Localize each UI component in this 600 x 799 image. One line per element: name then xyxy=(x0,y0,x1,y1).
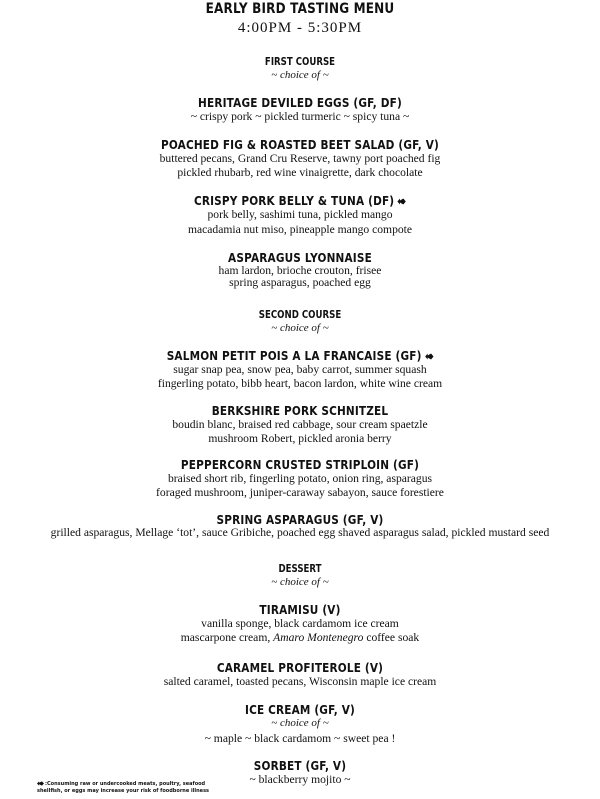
menu-item-description: boudin blanc, braised red cabbage, sour cream spaetzle xyxy=(172,418,428,431)
menu-item-name: HERITAGE DEVILED EGGS (GF, DF) xyxy=(198,95,402,110)
menu-item-name: SPRING ASPARAGUS (GF, V) xyxy=(216,512,384,527)
description-text: mascarpone cream, xyxy=(180,631,274,644)
menu-item-name: ASPARAGUS LYONNAISE xyxy=(228,250,372,265)
second-course-choice: ~ choice of ~ xyxy=(271,322,329,334)
dessert-choice: ~ choice of ~ xyxy=(271,576,329,588)
menu-item-name: CARAMEL PROFITEROLE (V) xyxy=(216,660,384,675)
advisory-text: :Consuming raw or undercooked meats, poultry, seafood xyxy=(45,781,206,787)
advisory-line: shellfish, or eggs may increase your risk of foodborne illness xyxy=(37,788,210,794)
menu-hours: 4:00PM - 5:30PM xyxy=(237,20,363,36)
menu-item-description: foraged mushroom, juniper-caraway sabayon, sauce forestiere xyxy=(156,486,444,499)
menu-item-name: ICE CREAM (GF, V) xyxy=(245,702,355,717)
menu-item-description: mushroom Robert, pickled aronia berry xyxy=(208,432,392,445)
menu-item-description: ~ blackberry mojito ~ xyxy=(249,773,351,786)
advisory-line xyxy=(37,781,237,788)
menu-item-name: POACHED FIG & ROASTED BEET SALAD (GF, V) xyxy=(160,137,440,152)
menu-item-name: PEPPERCORN CRUSTED STRIPLOIN (GF) xyxy=(180,457,420,472)
menu-item-description: sugar snap pea, snow pea, baby carrot, summer squash xyxy=(173,363,427,376)
liqueur-name: Amaro Montenegro xyxy=(273,631,364,644)
menu-item-description: braised short rib, fingerling potato, onion ring, asparagus xyxy=(167,472,433,485)
second-course-title: SECOND COURSE xyxy=(258,309,342,321)
menu-item-description: salted caramel, toasted pecans, Wisconsin maple ice cream xyxy=(163,675,437,688)
first-course-title: FIRST COURSE xyxy=(264,56,336,68)
menu-item-description: pork belly, sashimi tuna, pickled mango xyxy=(207,208,393,221)
raw-food-advisory xyxy=(37,781,237,795)
menu-item-description: macadamia nut miso, pineapple mango compote xyxy=(187,223,413,236)
fish-icon xyxy=(398,198,406,205)
menu-item-description: pickled rhubarb, red wine vinaigrette, dark chocolate xyxy=(177,166,423,179)
menu-item-description: fingerling potato, bibb heart, bacon lardon, white wine cream xyxy=(157,377,443,390)
menu-item-name: SORBET (GF, V) xyxy=(253,758,347,773)
menu-item-description: vanilla sponge, black cardamom ice cream xyxy=(201,617,399,630)
menu-item-description: grilled asparagus, Mellage ‘tot’, sauce Gribiche, poached egg shaved asparagus salad, pickled mustard seed xyxy=(50,526,550,539)
menu-item-name-text: CRISPY PORK BELLY & TUNA (DF) xyxy=(193,193,395,208)
menu-item-description: ham lardon, brioche crouton, frisee xyxy=(218,264,382,277)
menu-title: EARLY BIRD TASTING MENU xyxy=(205,1,395,17)
menu-item-name: BERKSHIRE PORK SCHNITZEL xyxy=(211,403,389,418)
menu-item-description: buttered pecans, Grand Cru Reserve, tawny port poached fig xyxy=(159,152,441,165)
menu-item-description xyxy=(0,631,600,644)
menu-item-description: ~ crispy pork ~ pickled turmeric ~ spicy tuna ~ xyxy=(190,110,410,123)
dessert-title: DESSERT xyxy=(278,563,322,575)
description-text: coffee soak xyxy=(363,631,420,644)
menu-item-name xyxy=(48,348,552,363)
menu-item-description: spring asparagus, poached egg xyxy=(229,276,371,289)
ice-cream-choice: ~ choice of ~ xyxy=(271,717,329,729)
fish-icon xyxy=(425,353,433,360)
first-course-choice: ~ choice of ~ xyxy=(271,69,329,81)
menu-item-name xyxy=(48,193,552,208)
menu-item-name-text: SALMON PETIT POIS A LA FRANCAISE (GF) xyxy=(166,348,422,363)
menu-item-name: TIRAMISU (V) xyxy=(259,602,341,617)
menu-item-description: ~ maple ~ black cardamom ~ sweet pea ! xyxy=(204,732,396,745)
fish-icon xyxy=(37,781,44,786)
